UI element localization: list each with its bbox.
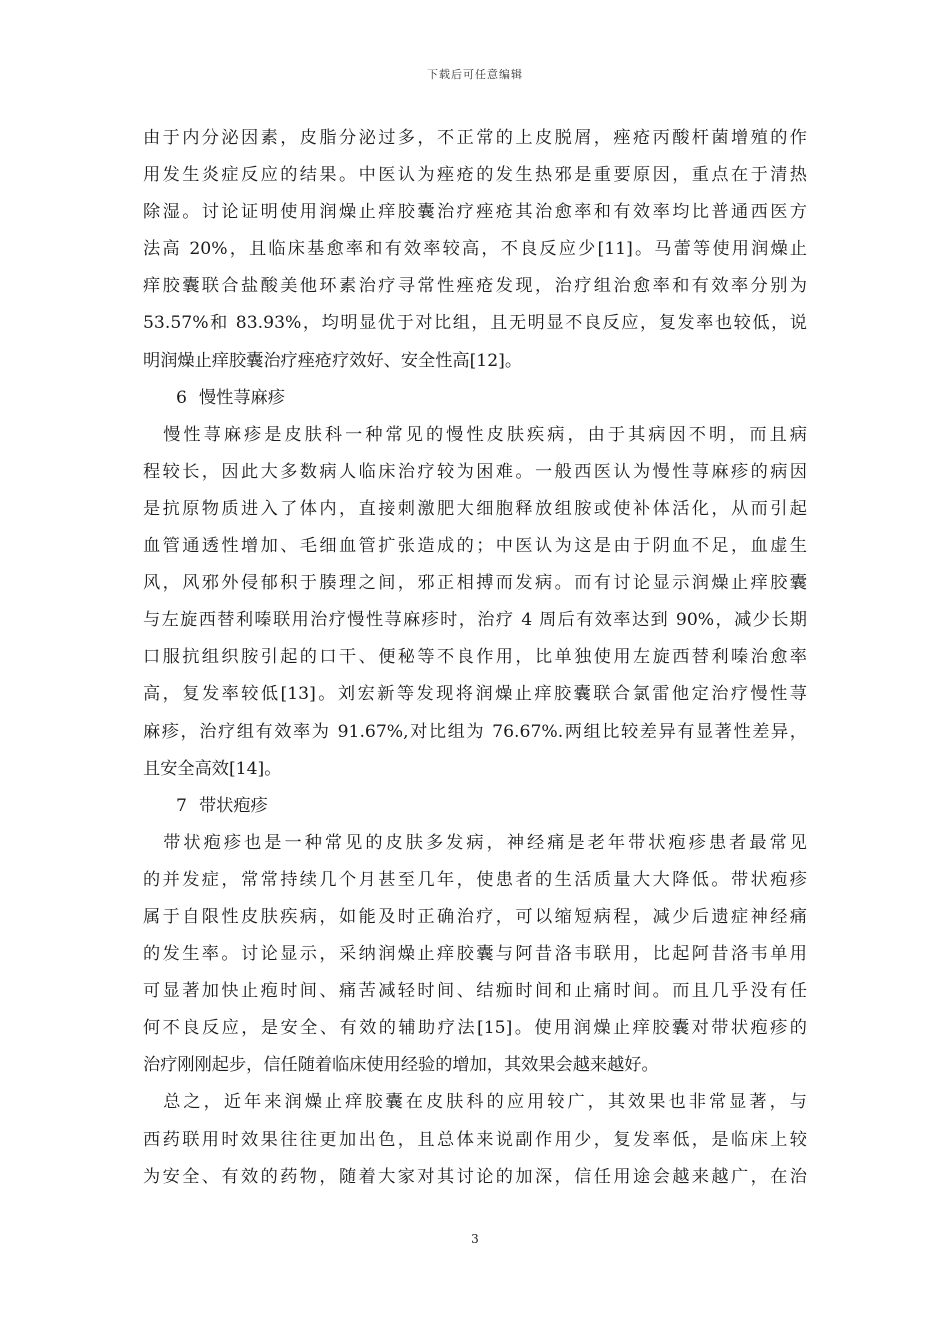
text-line: 何不良反应，是安全、有效的辅助疗法[15]。使用润燥止痒胶囊对带状疱疹的 [143, 1018, 807, 1039]
text-line: 口服抗组织胺引起的口干、便秘等不良作用，比单独使用左旋西替利嗪治愈率 [143, 647, 807, 668]
text-line: 属于自限性皮肤疾病，如能及时正确治疗，可以缩短病程，减少后遗症神经痛 [143, 906, 807, 927]
section-title: 慢性荨麻疹 [198, 387, 285, 408]
text-line: 除湿。讨论证明使用润燥止痒胶囊治疗痤疮其治愈率和有效率均比普通西医方 [143, 202, 807, 223]
paragraph-chronic-urticaria [143, 417, 807, 788]
text-line: 的发生率。讨论显示，采纳润燥止痒胶囊与阿昔洛韦联用，比起阿昔洛韦单用 [143, 944, 807, 965]
text-line: 53.57%和 83.93%，均明显优于对比组，且无明显不良反应，复发率也较低，说 [143, 313, 807, 334]
text-line: 西药联用时效果往往更加出色，且总体来说副作用少，复发率低，是临床上较 [143, 1129, 807, 1150]
text-line: 用发生炎症反应的结果。中医认为痤疮的发生热邪是重要原因，重点在于清热 [143, 165, 807, 186]
section-number: 6 [176, 387, 187, 408]
text-line: 高，复发率较低[13]。刘宏新等发现将润燥止痒胶囊联合氯雷他定治疗慢性荨 [143, 684, 807, 705]
text-line: 带状疱疹也是一种常见的皮肤多发病，神经痛是老年带状疱疹患者最常见 [143, 832, 807, 853]
text-line: 与左旋西替利嗪联用治疗慢性荨麻疹时，治疗 4 周后有效率达到 90%，减少长期 [143, 610, 807, 631]
text-line: 为安全、有效的药物，随着大家对其讨论的加深，信任用途会越来越广，在治 [143, 1166, 807, 1187]
section-heading-herpes-zoster [143, 788, 807, 825]
text-line: 慢性荨麻疹是皮肤科一种常见的慢性皮肤疾病，由于其病因不明，而且病 [143, 424, 807, 445]
text-line: 总之，近年来润燥止痒胶囊在皮肤科的应用较广，其效果也非常显著，与 [143, 1092, 807, 1113]
text-line: 血管通透性增加、毛细血管扩张造成的；中医认为这是由于阴血不足，血虚生 [143, 536, 807, 557]
text-line: 是抗原物质进入了体内，直接刺激肥大细胞释放组胺或使补体活化，从而引起 [143, 498, 807, 519]
text-line: 由于内分泌因素，皮脂分泌过多，不正常的上皮脱屑，痤疮丙酸杆菌增殖的作 [143, 128, 807, 148]
text-line: 治疗刚刚起步，信任随着临床使用经验的增加，其效果会越来越好。 [143, 1055, 659, 1076]
page-header: 下载后可任意编辑 [427, 68, 523, 81]
text-line: 的并发症，常常持续几个月甚至几年，使患者的生活质量大大降低。带状疱疹 [143, 869, 807, 890]
text-line: 法高 20%，且临床基愈率和有效率较高，不良反应少[11]。马蕾等使用润燥止 [143, 239, 807, 260]
paragraph-acne [143, 120, 807, 380]
text-line: 痒胶囊联合盐酸美他环素治疗寻常性痤疮发现，治疗组治愈率和有效率分别为 [143, 276, 807, 297]
paragraph-herpes-zoster [143, 825, 807, 1085]
document-body [143, 120, 807, 1196]
text-line: 程较长，因此大多数病人临床治疗较为困难。一般西医认为慢性荨麻疹的病因 [143, 461, 807, 482]
page-number: 3 [471, 1232, 479, 1246]
text-line: 且安全高效[14]。 [143, 758, 282, 779]
text-line: 风，风邪外侵郁积于腠理之间，邪正相搏而发病。而有讨论显示润燥止痒胶囊 [143, 573, 807, 594]
section-number: 7 [176, 795, 187, 816]
text-line: 麻疹，治疗组有效率为 91.67%,对比组为 76.67%.两组比较差异有显著性差异， [143, 721, 807, 742]
section-heading-chronic-urticaria [143, 380, 807, 417]
text-line: 明润燥止痒胶囊治疗痤疮疗效好、安全性高[12]。 [143, 350, 523, 371]
section-title: 带状疱疹 [198, 795, 268, 816]
paragraph-conclusion [143, 1084, 807, 1195]
text-line: 可显著加快止疱时间、痛苦减轻时间、结痂时间和止痛时间。而且几乎没有任 [143, 981, 807, 1002]
